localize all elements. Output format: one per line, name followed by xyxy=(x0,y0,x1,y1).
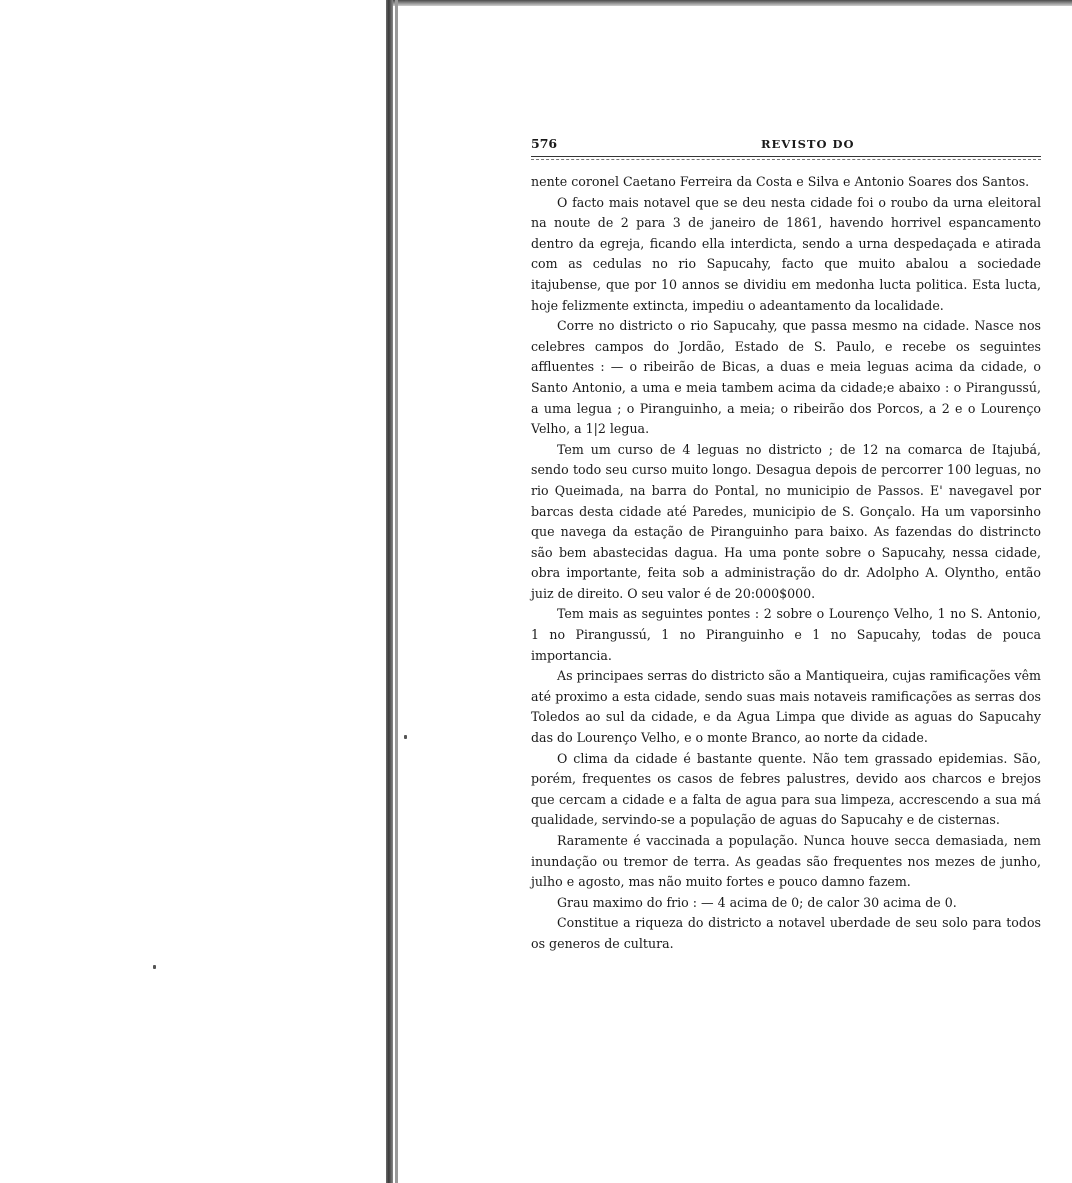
paragraph: O facto mais notavel que se deu nesta cidade foi o roubo da urna eleitoral na noute de 2 para 3 de janeiro de 1861, havendo horrivel espancamento dentro da egreja, ficando ella interdicta, sendo a urna despedaçada e atirada com as cedulas no rio Sapucahy, facto que muito abalou a sociedade itajubense, que por 10 annos se dividiu em medonha lucta politica. Esta lucta, hoje felizmente extincta, impediu o adeantamento da localidade. xyxy=(531,194,1041,313)
paragraph: Tem mais as seguintes pontes : 2 sobre o Lourenço Velho, 1 no S. Antonio, 1 no Pirangussú, 1 no Piranguinho e 1 no Sapucahy, todas de pouca importancia. xyxy=(531,606,1041,663)
running-title: REVISTO DO xyxy=(761,137,855,151)
paragraph: nente coronel Caetano Ferreira da Costa e Silva e Antonio Soares dos Santos. xyxy=(531,174,1030,189)
book-gutter-shadow xyxy=(395,0,398,1183)
scan-speck xyxy=(153,965,156,969)
paragraph: O clima da cidade é bastante quente. Não tem grassado epidemias. São, porém, frequentes os casos de febres palustres, devido aos charcos e brejos que cercam a cidade e a falta de agua para sua limpeza, accrescendo a sua má qualidade, servindo-se a população de aguas do Sapucahy e de cisternas. xyxy=(531,750,1041,828)
paragraph: Constitue a riqueza do districto a notavel uberdade de seu solo para todos os generos de cultura. xyxy=(531,915,1041,951)
paragraph: Grau maximo do frio : — 4 acima de 0; de calor 30 acima de 0. xyxy=(557,894,957,910)
page-top-edge xyxy=(386,0,1072,6)
book-page xyxy=(531,130,1041,955)
scan-speck xyxy=(404,735,407,739)
book-gutter xyxy=(386,0,393,1183)
paragraph: Tem um curso de 4 leguas no districto ; de 12 na comarca de Itajubá, sendo todo seu curso muito longo. Desagua depois de percorrer 100 leguas, no rio Queimada, na barra do Pontal, no municipio de Passos. E' navegavel por barcas desta cidade até Paredes, municipio de S. Gonçalo. Ha um vaporsinho que navega da estação de Piranguinho para baixo. As fazendas do distrincto são bem abastecidas dagua. Ha uma ponte sobre o Sapucahy, nessa cidade, obra importante, feita sob a administração do dr. Adolpho A. Olyntho, então juiz de direito. O seu valor é de 20:000$000. xyxy=(531,441,1041,601)
body-text xyxy=(531,172,1041,955)
running-head xyxy=(531,130,1041,152)
paragraph: Corre no districto o rio Sapucahy, que passa mesmo na cidade. Nasce nos celebres campos do Jordão, Estado de S. Paulo, e recebe os seguintes affluentes : — o ribeirão de Bicas, a duas e meia leguas acima da cidade, o Santo Antonio, a uma e meia tambem acima da cidade;e abaixo : o Pirangussú, a uma legua ; o Piranguinho, a meia; o ribeirão dos Porcos, a 2 e o Lourenço Velho, a 1|2 legua. xyxy=(531,318,1041,437)
paragraph: As principaes serras do districto são a Mantiqueira, cujas ramificações vêm até proximo a esta cidade, sendo suas mais notaveis ramificações as serras dos Toledos ao sul da cidade, e da Agua Limpa que divide as aguas do Sapucahy das do Lourenço Velho, e o monte Branco, ao norte da cidade. xyxy=(531,668,1041,746)
page-number: 576 xyxy=(531,136,558,151)
paragraph: Raramente é vaccinada a população. Nunca houve secca demasiada, nem inundação ou tremor de terra. As geadas são frequentes nos mezes de junho, julho e agosto, mas não muito fortes e pouco damno fazem. xyxy=(531,833,1041,890)
blank-left-margin xyxy=(0,0,382,1183)
header-rule xyxy=(531,156,1041,160)
